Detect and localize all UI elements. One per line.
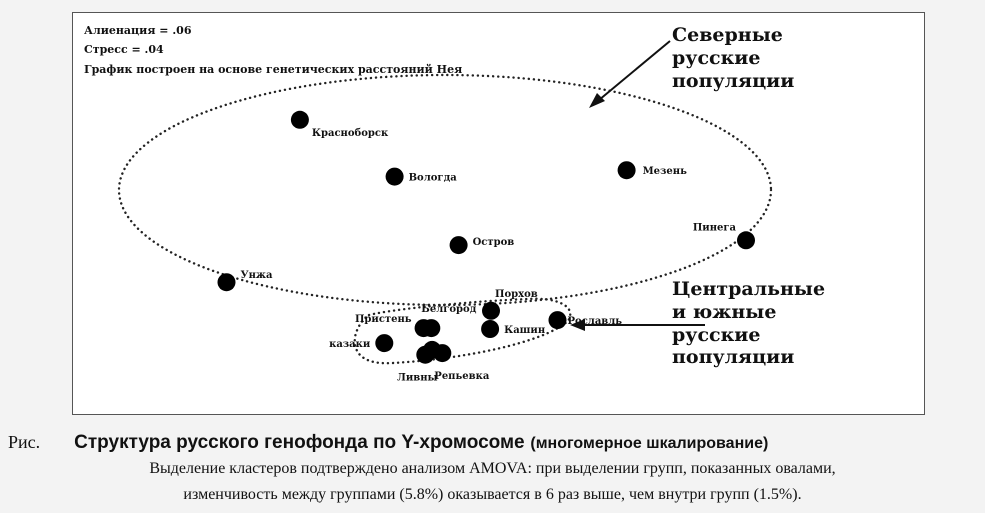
data-point (415, 319, 433, 337)
method-note: График построен на основе генетических расстояний Нея (84, 63, 463, 76)
data-point (482, 302, 500, 320)
data-point (433, 344, 451, 362)
data-point (291, 111, 309, 129)
northern-cluster-oval (119, 75, 771, 305)
point-label: Пристень (354, 314, 412, 326)
caption-line-1 (8, 432, 768, 454)
point-label: Унжа (240, 270, 273, 282)
data-point (386, 168, 404, 186)
data-point (218, 273, 236, 291)
point-label: казаки (329, 339, 371, 351)
point-label: Вологда (408, 172, 457, 184)
data-point (737, 231, 755, 249)
caption-subtitle: (многомерное шкалирование) (530, 435, 769, 452)
data-point (416, 346, 434, 364)
caption-line-3: изменчивость между группами (5.8%) оказывается в 6 раз выше, чем внутри групп (1.5%). (183, 486, 802, 503)
point-label: Пинега (692, 222, 736, 234)
caption-title: Структура русского генофонда по Y-хромосоме (74, 432, 525, 453)
caption-line-2: Выделение кластеров подтверждено анализом AMOVA: при выделении групп, показанных овалами, (149, 460, 836, 477)
point-label: Ливны (397, 372, 438, 384)
data-point (481, 320, 499, 338)
data-point (618, 161, 636, 179)
point-label: Остров (472, 237, 515, 249)
stress-stat: Стресс = .04 (84, 43, 164, 56)
data-point (450, 236, 468, 254)
data-point (375, 334, 393, 352)
central-southern-group-label: Центральные и южные русские популяции (672, 278, 826, 369)
northern-arrow (593, 41, 670, 105)
point-label: Мезень (642, 166, 687, 178)
data-point (549, 311, 567, 329)
alienation-stat: Алиенация = .06 (84, 24, 192, 37)
northern-group-label: Северные русские популяции (672, 24, 795, 92)
point-label: Репьевка (434, 371, 490, 383)
labels-layer (241, 128, 737, 384)
point-label: Белгород (421, 304, 477, 316)
point-label: Порхов (495, 288, 538, 300)
point-label: Рославль (567, 316, 623, 328)
caption-prefix: Рис. (8, 432, 41, 452)
northern-arrow-head (589, 93, 605, 108)
point-label: Красноборск (311, 127, 389, 139)
point-label: Кашин (504, 325, 546, 336)
